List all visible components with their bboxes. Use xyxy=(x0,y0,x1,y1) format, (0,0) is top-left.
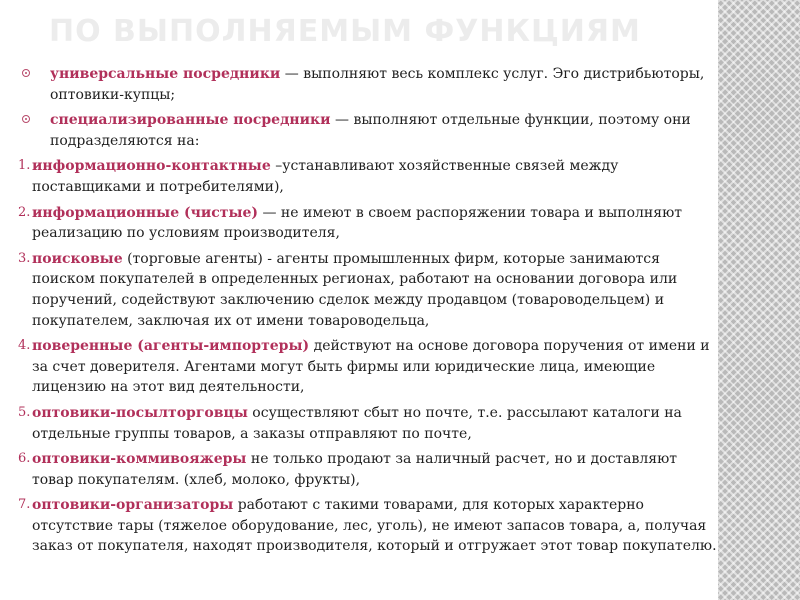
item-text: работают с такими товарами, для которых характерно отсутствие тары (тяжелое оборудование, лес, уголь), не имеют запасов товара, а, получая заказ от покупателя, находят производителя, который и отгружает этот товар покупателю. xyxy=(32,497,717,555)
page-title: ПО ВЫПОЛНЯЕМЫМ ФУНКЦИЯМ xyxy=(49,14,641,49)
item-text: –устанавливают хозяйственные связей между поставщиками и потребителями), xyxy=(32,158,619,195)
bullet-text: — выполняют весь комплекс услуг. Эго дистрибьюторы, оптовики-купцы; xyxy=(50,66,705,103)
item-number: 6. xyxy=(18,451,31,467)
decorative-side-panel xyxy=(718,0,800,600)
item-number: 7. xyxy=(18,497,31,513)
item-text: действуют на основе договора поручения от имени и за счет доверителя. Агентами могут быть фирмы или юридические лица, имеющие лицензию на этот вид деятельности, xyxy=(32,338,710,396)
item-text: осуществляют сбыт но почте, т.е. рассылают каталоги на отдельные группы товаров, а заказы отправляют по почте, xyxy=(32,404,682,442)
item-number: 2. xyxy=(18,204,31,220)
bullet-item xyxy=(18,64,720,105)
numbered-item xyxy=(18,156,720,197)
item-term: оптовики-коммивояжеры xyxy=(32,451,247,468)
numbered-item xyxy=(18,449,720,490)
item-text: — не имеют в своем распоряжении товара и выполняют реализацию по условиям производителя, xyxy=(32,204,683,242)
item-term: поверенные (агенты-импортеры) xyxy=(32,338,310,355)
bullet-icon xyxy=(22,115,30,123)
item-number: 1. xyxy=(18,158,31,174)
item-term: информационные (чистые) xyxy=(32,204,259,221)
item-number: 5. xyxy=(18,404,31,420)
slide-content xyxy=(18,64,720,562)
item-text: (торговые агенты) - агенты промышленных фирм, которые занимаются поиском покупателей в определенных регионах, работают на основании договора или поручений, содействуют заключению сделок между продавцом (товароводельцем) и покупателем, заключая их от имени товароводельца, xyxy=(32,250,678,329)
bullet-item xyxy=(18,110,720,151)
numbered-item xyxy=(18,495,720,557)
item-term: информационно-контактные xyxy=(32,158,271,175)
bullet-icon xyxy=(22,69,30,77)
bullet-term: универсальные посредники xyxy=(50,66,281,82)
numbered-item xyxy=(18,403,720,444)
item-text: не только продают за наличный расчет, но и доставляют товар покупателям. (хлеб, молоко, фрукты), xyxy=(32,451,678,488)
item-number: 4. xyxy=(18,338,31,354)
item-term: поисковые xyxy=(32,250,123,267)
item-number: 3. xyxy=(18,250,31,266)
item-term: оптовики-посылторговцы xyxy=(32,404,248,421)
item-term: оптовики-организаторы xyxy=(32,497,234,514)
bullet-term: специализированные посредники xyxy=(50,112,331,129)
numbered-item xyxy=(18,249,720,331)
numbered-item xyxy=(18,203,720,244)
numbered-item xyxy=(18,336,720,398)
bullet-text: — выполняют отдельные функции, поэтому они подразделяются на: xyxy=(50,112,691,149)
